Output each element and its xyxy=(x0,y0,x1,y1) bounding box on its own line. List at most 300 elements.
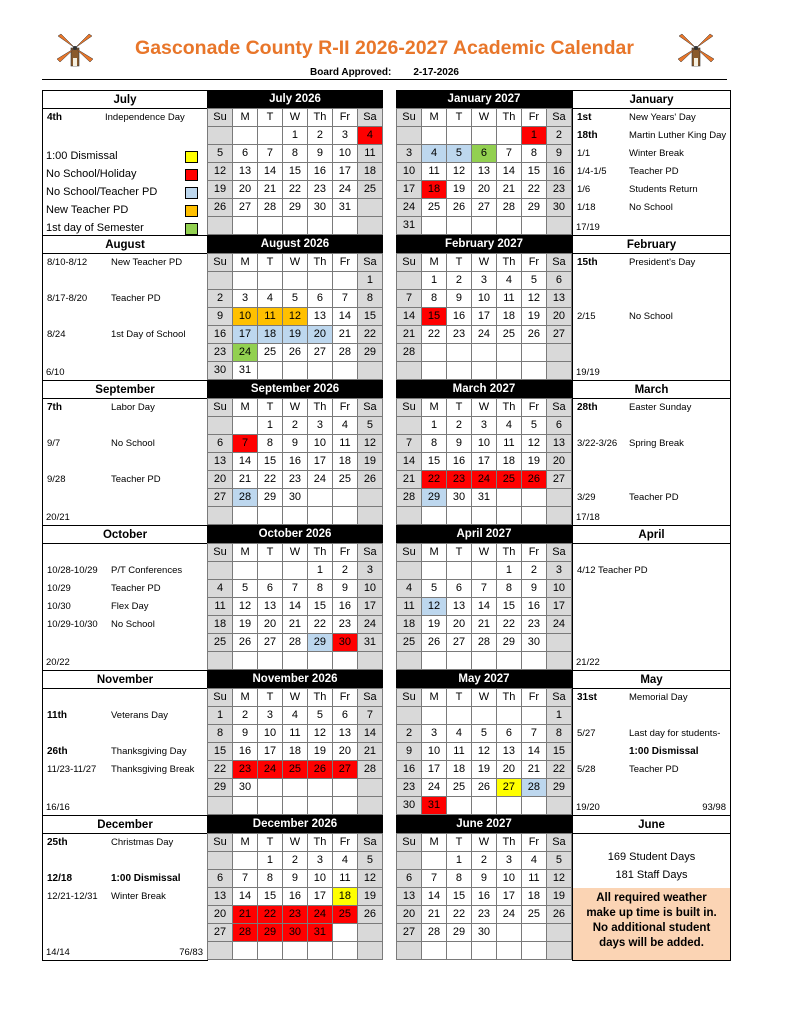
day-cell[interactable]: 21 xyxy=(496,181,521,199)
day-cell[interactable]: 22 xyxy=(208,761,233,779)
day-cell[interactable]: 10 xyxy=(471,290,496,308)
day-cell[interactable]: 23 xyxy=(307,181,332,199)
day-cell[interactable]: 4 xyxy=(521,852,546,870)
day-cell[interactable]: 7 xyxy=(422,870,447,888)
day-cell[interactable]: 13 xyxy=(546,290,571,308)
day-cell[interactable]: 9 xyxy=(471,870,496,888)
day-cell[interactable]: 10 xyxy=(258,725,283,743)
day-cell[interactable]: 8 xyxy=(447,870,472,888)
day-cell[interactable]: 11 xyxy=(282,725,307,743)
day-cell[interactable]: 31 xyxy=(307,924,332,942)
day-cell[interactable]: 26 xyxy=(282,344,307,362)
day-cell[interactable]: 28 xyxy=(258,199,283,217)
day-cell[interactable]: 4 xyxy=(332,852,357,870)
day-cell[interactable]: 9 xyxy=(233,725,258,743)
day-cell[interactable]: 17 xyxy=(357,598,382,616)
day-cell[interactable]: 2 xyxy=(397,725,422,743)
day-cell[interactable]: 1 xyxy=(357,272,382,290)
day-cell[interactable]: 1 xyxy=(258,852,283,870)
day-cell[interactable]: 30 xyxy=(521,634,546,652)
day-cell[interactable]: 3 xyxy=(332,127,357,145)
day-cell[interactable]: 8 xyxy=(258,435,283,453)
day-cell[interactable]: 12 xyxy=(357,435,382,453)
day-cell[interactable]: 8 xyxy=(307,580,332,598)
day-cell[interactable]: 16 xyxy=(397,761,422,779)
day-cell[interactable]: 14 xyxy=(397,453,422,471)
day-cell[interactable]: 7 xyxy=(282,580,307,598)
day-cell[interactable]: 21 xyxy=(357,743,382,761)
day-cell[interactable]: 3 xyxy=(307,417,332,435)
day-cell[interactable]: 11 xyxy=(357,145,382,163)
day-cell[interactable]: 17 xyxy=(397,181,422,199)
day-cell[interactable]: 15 xyxy=(546,743,571,761)
day-cell[interactable]: 16 xyxy=(521,598,546,616)
day-cell[interactable]: 26 xyxy=(521,471,546,489)
day-cell[interactable]: 16 xyxy=(447,453,472,471)
day-cell[interactable]: 17 xyxy=(307,453,332,471)
day-cell[interactable]: 24 xyxy=(233,344,258,362)
day-cell[interactable]: 6 xyxy=(208,435,233,453)
day-cell[interactable]: 13 xyxy=(258,598,283,616)
day-cell[interactable]: 6 xyxy=(496,725,521,743)
day-cell[interactable]: 7 xyxy=(233,435,258,453)
day-cell[interactable]: 3 xyxy=(397,145,422,163)
day-cell[interactable]: 6 xyxy=(447,580,472,598)
day-cell[interactable]: 17 xyxy=(258,743,283,761)
day-cell[interactable]: 28 xyxy=(282,634,307,652)
day-cell[interactable]: 26 xyxy=(357,471,382,489)
day-cell[interactable]: 22 xyxy=(258,906,283,924)
day-cell[interactable]: 27 xyxy=(447,634,472,652)
day-cell[interactable]: 25 xyxy=(332,906,357,924)
day-cell[interactable]: 28 xyxy=(397,344,422,362)
day-cell[interactable]: 16 xyxy=(546,163,571,181)
day-cell[interactable]: 18 xyxy=(332,888,357,906)
day-cell[interactable]: 17 xyxy=(496,888,521,906)
day-cell[interactable]: 7 xyxy=(397,435,422,453)
day-cell[interactable]: 15 xyxy=(307,598,332,616)
day-cell[interactable]: 18 xyxy=(357,163,382,181)
day-cell[interactable]: 1 xyxy=(422,272,447,290)
day-cell[interactable]: 28 xyxy=(521,779,546,797)
day-cell[interactable]: 31 xyxy=(233,362,258,380)
day-cell[interactable]: 17 xyxy=(471,308,496,326)
day-cell[interactable]: 20 xyxy=(307,326,332,344)
day-cell[interactable]: 7 xyxy=(496,145,521,163)
day-cell[interactable]: 20 xyxy=(496,761,521,779)
day-cell[interactable]: 8 xyxy=(521,145,546,163)
day-cell[interactable]: 12 xyxy=(208,163,233,181)
day-cell[interactable]: 21 xyxy=(397,471,422,489)
day-cell[interactable]: 29 xyxy=(357,344,382,362)
day-cell[interactable]: 20 xyxy=(447,616,472,634)
day-cell[interactable]: 14 xyxy=(357,725,382,743)
day-cell[interactable]: 28 xyxy=(397,489,422,507)
day-cell[interactable]: 5 xyxy=(471,725,496,743)
day-cell[interactable]: 25 xyxy=(208,634,233,652)
day-cell[interactable]: 6 xyxy=(471,145,496,163)
day-cell[interactable]: 31 xyxy=(332,199,357,217)
day-cell[interactable]: 29 xyxy=(422,489,447,507)
day-cell[interactable]: 4 xyxy=(496,272,521,290)
day-cell[interactable]: 2 xyxy=(332,562,357,580)
day-cell[interactable]: 20 xyxy=(208,471,233,489)
day-cell[interactable]: 18 xyxy=(332,453,357,471)
day-cell[interactable]: 27 xyxy=(208,924,233,942)
day-cell[interactable]: 30 xyxy=(208,362,233,380)
day-cell[interactable]: 19 xyxy=(307,743,332,761)
day-cell[interactable]: 30 xyxy=(307,199,332,217)
day-cell[interactable]: 6 xyxy=(332,707,357,725)
day-cell[interactable]: 26 xyxy=(422,634,447,652)
day-cell[interactable]: 8 xyxy=(496,580,521,598)
day-cell[interactable]: 9 xyxy=(447,435,472,453)
day-cell[interactable]: 16 xyxy=(282,888,307,906)
day-cell[interactable]: 9 xyxy=(447,290,472,308)
day-cell[interactable]: 11 xyxy=(332,870,357,888)
day-cell[interactable]: 15 xyxy=(258,888,283,906)
day-cell[interactable]: 5 xyxy=(521,272,546,290)
day-cell[interactable]: 28 xyxy=(357,761,382,779)
day-cell[interactable]: 8 xyxy=(208,725,233,743)
day-cell[interactable]: 16 xyxy=(282,453,307,471)
day-cell[interactable]: 3 xyxy=(422,725,447,743)
day-cell[interactable]: 11 xyxy=(447,743,472,761)
day-cell[interactable]: 16 xyxy=(307,163,332,181)
day-cell[interactable]: 29 xyxy=(496,634,521,652)
day-cell[interactable]: 27 xyxy=(233,199,258,217)
day-cell[interactable]: 14 xyxy=(422,888,447,906)
day-cell[interactable]: 2 xyxy=(282,417,307,435)
day-cell[interactable]: 27 xyxy=(208,489,233,507)
day-cell[interactable]: 24 xyxy=(258,761,283,779)
day-cell[interactable]: 7 xyxy=(397,290,422,308)
day-cell[interactable]: 5 xyxy=(422,580,447,598)
day-cell[interactable]: 7 xyxy=(471,580,496,598)
day-cell[interactable]: 28 xyxy=(496,199,521,217)
day-cell[interactable]: 13 xyxy=(208,888,233,906)
day-cell[interactable]: 5 xyxy=(233,580,258,598)
day-cell[interactable]: 25 xyxy=(332,471,357,489)
day-cell[interactable]: 12 xyxy=(357,870,382,888)
day-cell[interactable]: 21 xyxy=(282,616,307,634)
day-cell[interactable]: 2 xyxy=(447,417,472,435)
day-cell[interactable]: 3 xyxy=(357,562,382,580)
day-cell[interactable]: 1 xyxy=(521,127,546,145)
day-cell[interactable]: 5 xyxy=(307,707,332,725)
day-cell[interactable]: 25 xyxy=(496,326,521,344)
day-cell[interactable]: 24 xyxy=(422,779,447,797)
day-cell[interactable]: 5 xyxy=(447,145,472,163)
day-cell[interactable]: 2 xyxy=(546,127,571,145)
day-cell[interactable]: 29 xyxy=(521,199,546,217)
day-cell[interactable]: 19 xyxy=(521,308,546,326)
day-cell[interactable]: 15 xyxy=(282,163,307,181)
day-cell[interactable]: 10 xyxy=(307,435,332,453)
day-cell[interactable]: 1 xyxy=(546,707,571,725)
day-cell[interactable]: 22 xyxy=(307,616,332,634)
day-cell[interactable]: 12 xyxy=(521,435,546,453)
day-cell[interactable]: 9 xyxy=(546,145,571,163)
day-cell[interactable]: 4 xyxy=(422,145,447,163)
day-cell[interactable]: 9 xyxy=(521,580,546,598)
day-cell[interactable]: 10 xyxy=(422,743,447,761)
day-cell[interactable]: 11 xyxy=(332,435,357,453)
day-cell[interactable]: 14 xyxy=(258,163,283,181)
day-cell[interactable]: 7 xyxy=(258,145,283,163)
day-cell[interactable]: 20 xyxy=(258,616,283,634)
day-cell[interactable]: 28 xyxy=(233,924,258,942)
day-cell[interactable]: 2 xyxy=(471,852,496,870)
day-cell[interactable]: 25 xyxy=(422,199,447,217)
day-cell[interactable]: 30 xyxy=(397,797,422,815)
day-cell[interactable]: 24 xyxy=(307,471,332,489)
day-cell[interactable]: 25 xyxy=(447,779,472,797)
day-cell[interactable]: 2 xyxy=(208,290,233,308)
day-cell[interactable]: 25 xyxy=(496,471,521,489)
day-cell[interactable]: 11 xyxy=(397,598,422,616)
day-cell[interactable]: 19 xyxy=(546,888,571,906)
day-cell[interactable]: 5 xyxy=(357,852,382,870)
day-cell[interactable]: 6 xyxy=(307,290,332,308)
day-cell[interactable]: 7 xyxy=(357,707,382,725)
day-cell[interactable]: 24 xyxy=(307,906,332,924)
day-cell[interactable]: 6 xyxy=(546,417,571,435)
day-cell[interactable]: 6 xyxy=(546,272,571,290)
day-cell[interactable]: 30 xyxy=(471,924,496,942)
day-cell[interactable]: 10 xyxy=(357,580,382,598)
day-cell[interactable]: 12 xyxy=(546,870,571,888)
day-cell[interactable]: 4 xyxy=(258,290,283,308)
day-cell[interactable]: 1 xyxy=(208,707,233,725)
day-cell[interactable]: 8 xyxy=(546,725,571,743)
day-cell[interactable]: 15 xyxy=(422,453,447,471)
day-cell[interactable]: 29 xyxy=(546,779,571,797)
day-cell[interactable]: 22 xyxy=(546,761,571,779)
day-cell[interactable]: 9 xyxy=(307,145,332,163)
day-cell[interactable]: 14 xyxy=(233,888,258,906)
day-cell[interactable]: 14 xyxy=(233,453,258,471)
day-cell[interactable]: 13 xyxy=(471,163,496,181)
day-cell[interactable]: 2 xyxy=(233,707,258,725)
day-cell[interactable]: 24 xyxy=(496,906,521,924)
day-cell[interactable]: 17 xyxy=(546,598,571,616)
day-cell[interactable]: 19 xyxy=(521,453,546,471)
day-cell[interactable]: 12 xyxy=(471,743,496,761)
day-cell[interactable]: 10 xyxy=(397,163,422,181)
day-cell[interactable]: 26 xyxy=(546,906,571,924)
day-cell[interactable]: 13 xyxy=(233,163,258,181)
day-cell[interactable]: 1 xyxy=(258,417,283,435)
day-cell[interactable]: 21 xyxy=(233,471,258,489)
day-cell[interactable]: 16 xyxy=(233,743,258,761)
day-cell[interactable]: 25 xyxy=(521,906,546,924)
day-cell[interactable]: 1 xyxy=(282,127,307,145)
day-cell[interactable]: 23 xyxy=(521,616,546,634)
day-cell[interactable]: 4 xyxy=(332,417,357,435)
day-cell[interactable]: 19 xyxy=(471,761,496,779)
day-cell[interactable]: 23 xyxy=(397,779,422,797)
day-cell[interactable]: 17 xyxy=(307,888,332,906)
day-cell[interactable]: 3 xyxy=(307,852,332,870)
day-cell[interactable]: 31 xyxy=(357,634,382,652)
day-cell[interactable]: 2 xyxy=(282,852,307,870)
day-cell[interactable]: 9 xyxy=(282,870,307,888)
day-cell[interactable]: 23 xyxy=(282,471,307,489)
day-cell[interactable]: 13 xyxy=(307,308,332,326)
day-cell[interactable]: 23 xyxy=(233,761,258,779)
day-cell[interactable]: 27 xyxy=(397,924,422,942)
day-cell[interactable]: 20 xyxy=(471,181,496,199)
day-cell[interactable]: 13 xyxy=(397,888,422,906)
day-cell[interactable]: 8 xyxy=(357,290,382,308)
day-cell[interactable]: 5 xyxy=(208,145,233,163)
day-cell[interactable]: 4 xyxy=(208,580,233,598)
day-cell[interactable]: 14 xyxy=(332,308,357,326)
day-cell[interactable]: 11 xyxy=(258,308,283,326)
day-cell[interactable]: 18 xyxy=(447,761,472,779)
day-cell[interactable]: 24 xyxy=(471,471,496,489)
day-cell[interactable]: 31 xyxy=(397,217,422,235)
day-cell[interactable]: 10 xyxy=(307,870,332,888)
day-cell[interactable]: 5 xyxy=(546,852,571,870)
day-cell[interactable]: 24 xyxy=(397,199,422,217)
day-cell[interactable]: 9 xyxy=(397,743,422,761)
day-cell[interactable]: 30 xyxy=(332,634,357,652)
day-cell[interactable]: 23 xyxy=(208,344,233,362)
day-cell[interactable]: 23 xyxy=(447,471,472,489)
day-cell[interactable]: 11 xyxy=(422,163,447,181)
day-cell[interactable]: 10 xyxy=(332,145,357,163)
day-cell[interactable]: 3 xyxy=(471,272,496,290)
day-cell[interactable]: 23 xyxy=(471,906,496,924)
day-cell[interactable]: 20 xyxy=(208,906,233,924)
day-cell[interactable]: 20 xyxy=(332,743,357,761)
day-cell[interactable]: 18 xyxy=(422,181,447,199)
day-cell[interactable]: 3 xyxy=(496,852,521,870)
day-cell[interactable]: 17 xyxy=(471,453,496,471)
day-cell[interactable]: 22 xyxy=(282,181,307,199)
day-cell[interactable]: 1 xyxy=(422,417,447,435)
day-cell[interactable]: 20 xyxy=(397,906,422,924)
day-cell[interactable]: 3 xyxy=(258,707,283,725)
day-cell[interactable]: 25 xyxy=(282,761,307,779)
day-cell[interactable]: 29 xyxy=(208,779,233,797)
day-cell[interactable]: 28 xyxy=(332,344,357,362)
day-cell[interactable]: 13 xyxy=(546,435,571,453)
day-cell[interactable]: 18 xyxy=(208,616,233,634)
day-cell[interactable]: 14 xyxy=(471,598,496,616)
day-cell[interactable]: 6 xyxy=(397,870,422,888)
day-cell[interactable]: 15 xyxy=(422,308,447,326)
day-cell[interactable]: 25 xyxy=(397,634,422,652)
day-cell[interactable]: 23 xyxy=(282,906,307,924)
day-cell[interactable]: 11 xyxy=(496,435,521,453)
day-cell[interactable]: 12 xyxy=(233,598,258,616)
day-cell[interactable]: 15 xyxy=(357,308,382,326)
day-cell[interactable]: 27 xyxy=(496,779,521,797)
day-cell[interactable]: 20 xyxy=(546,308,571,326)
day-cell[interactable]: 30 xyxy=(282,924,307,942)
day-cell[interactable]: 21 xyxy=(332,326,357,344)
day-cell[interactable]: 16 xyxy=(447,308,472,326)
day-cell[interactable]: 27 xyxy=(307,344,332,362)
day-cell[interactable]: 11 xyxy=(208,598,233,616)
day-cell[interactable]: 19 xyxy=(208,181,233,199)
day-cell[interactable]: 22 xyxy=(496,616,521,634)
day-cell[interactable]: 2 xyxy=(447,272,472,290)
day-cell[interactable]: 1 xyxy=(496,562,521,580)
day-cell[interactable]: 23 xyxy=(332,616,357,634)
day-cell[interactable]: 19 xyxy=(357,888,382,906)
day-cell[interactable]: 14 xyxy=(397,308,422,326)
day-cell[interactable]: 7 xyxy=(233,870,258,888)
day-cell[interactable]: 22 xyxy=(521,181,546,199)
day-cell[interactable]: 22 xyxy=(422,326,447,344)
day-cell[interactable]: 30 xyxy=(233,779,258,797)
day-cell[interactable]: 21 xyxy=(397,326,422,344)
day-cell[interactable]: 10 xyxy=(546,580,571,598)
day-cell[interactable]: 12 xyxy=(307,725,332,743)
day-cell[interactable]: 26 xyxy=(233,634,258,652)
day-cell[interactable]: 29 xyxy=(447,924,472,942)
day-cell[interactable]: 30 xyxy=(546,199,571,217)
day-cell[interactable]: 12 xyxy=(521,290,546,308)
day-cell[interactable]: 15 xyxy=(447,888,472,906)
day-cell[interactable]: 4 xyxy=(496,417,521,435)
day-cell[interactable]: 3 xyxy=(546,562,571,580)
day-cell[interactable]: 28 xyxy=(471,634,496,652)
day-cell[interactable]: 9 xyxy=(332,580,357,598)
day-cell[interactable]: 26 xyxy=(471,779,496,797)
day-cell[interactable]: 9 xyxy=(282,435,307,453)
day-cell[interactable]: 19 xyxy=(447,181,472,199)
day-cell[interactable]: 19 xyxy=(422,616,447,634)
day-cell[interactable]: 19 xyxy=(282,326,307,344)
day-cell[interactable]: 6 xyxy=(258,580,283,598)
day-cell[interactable]: 24 xyxy=(332,181,357,199)
day-cell[interactable]: 29 xyxy=(282,199,307,217)
day-cell[interactable]: 5 xyxy=(357,417,382,435)
day-cell[interactable]: 10 xyxy=(471,435,496,453)
day-cell[interactable]: 20 xyxy=(546,453,571,471)
day-cell[interactable]: 27 xyxy=(546,471,571,489)
day-cell[interactable]: 27 xyxy=(332,761,357,779)
day-cell[interactable]: 10 xyxy=(496,870,521,888)
day-cell[interactable]: 13 xyxy=(208,453,233,471)
day-cell[interactable]: 25 xyxy=(258,344,283,362)
day-cell[interactable]: 26 xyxy=(307,761,332,779)
day-cell[interactable]: 6 xyxy=(208,870,233,888)
day-cell[interactable]: 21 xyxy=(422,906,447,924)
day-cell[interactable]: 3 xyxy=(471,417,496,435)
day-cell[interactable]: 8 xyxy=(282,145,307,163)
day-cell[interactable]: 27 xyxy=(546,326,571,344)
day-cell[interactable]: 16 xyxy=(332,598,357,616)
day-cell[interactable]: 7 xyxy=(332,290,357,308)
day-cell[interactable]: 25 xyxy=(357,181,382,199)
day-cell[interactable]: 23 xyxy=(546,181,571,199)
day-cell[interactable]: 12 xyxy=(422,598,447,616)
day-cell[interactable]: 22 xyxy=(258,471,283,489)
day-cell[interactable]: 27 xyxy=(258,634,283,652)
day-cell[interactable]: 6 xyxy=(233,145,258,163)
day-cell[interactable]: 13 xyxy=(447,598,472,616)
day-cell[interactable]: 18 xyxy=(496,453,521,471)
day-cell[interactable]: 13 xyxy=(332,725,357,743)
day-cell[interactable]: 18 xyxy=(397,616,422,634)
day-cell[interactable]: 26 xyxy=(521,326,546,344)
